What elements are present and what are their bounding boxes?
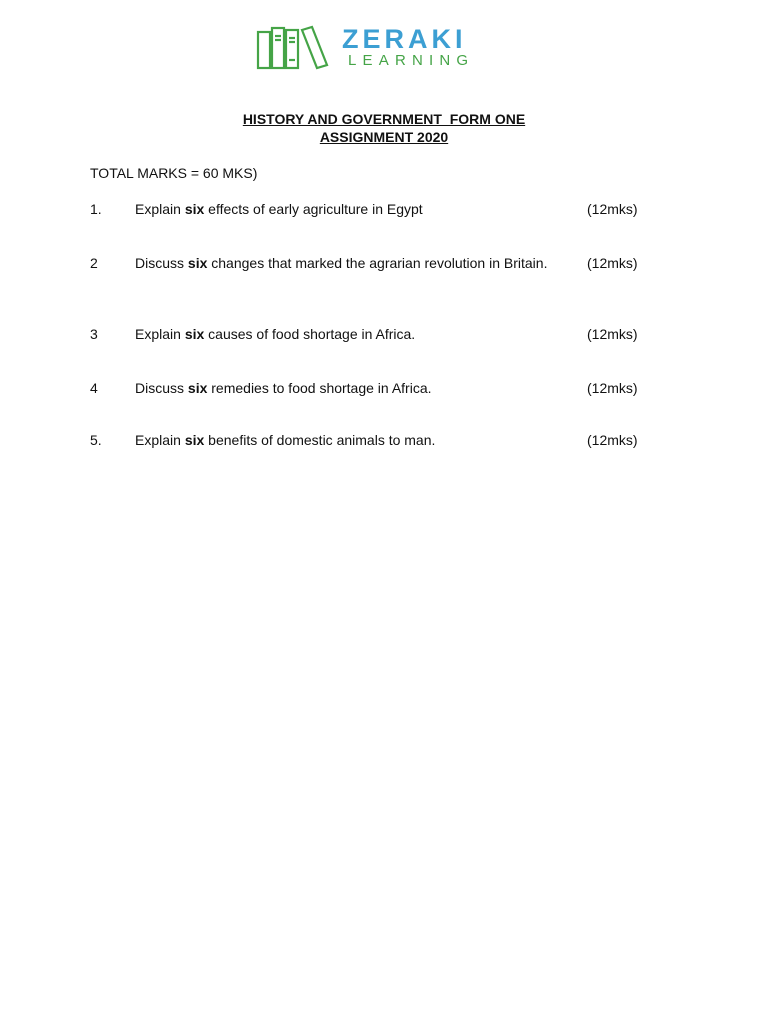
question-number: 3 <box>90 326 98 342</box>
question-text: Discuss six changes that marked the agrarian revolution in Britain. <box>135 255 548 271</box>
question-marks: (12mks) <box>587 326 638 342</box>
question-text: Explain six causes of food shortage in Africa. <box>135 326 416 342</box>
question-number: 5. <box>90 432 102 448</box>
question-marks: (12mks) <box>587 255 638 271</box>
question-number: 2 <box>90 255 98 271</box>
question-item <box>90 326 650 344</box>
books-logo-icon <box>256 24 332 70</box>
question-item <box>90 201 650 219</box>
question-item <box>90 432 650 450</box>
question-marks: (12mks) <box>587 201 638 217</box>
logo-wordmark: ZERAKI <box>342 24 467 54</box>
logo-subtitle: LEARNING <box>348 52 475 69</box>
question-text: Explain six benefits of domestic animals to man. <box>135 432 436 448</box>
zeraki-logo <box>256 24 516 72</box>
document-title: HISTORY AND GOVERNMENT FORM ONE <box>242 111 526 127</box>
question-number: 4 <box>90 380 98 396</box>
question-number: 1. <box>90 201 102 217</box>
total-marks: TOTAL MARKS = 60 MKS) <box>90 165 258 181</box>
question-marks: (12mks) <box>587 380 638 396</box>
question-text: Explain six effects of early agriculture in Egypt <box>135 201 423 217</box>
question-item <box>90 380 650 398</box>
question-text: Discuss six remedies to food shortage in Africa. <box>135 380 432 396</box>
document-subtitle: ASSIGNMENT 2020 <box>319 129 449 145</box>
question-marks: (12mks) <box>587 432 638 448</box>
question-item <box>90 255 650 273</box>
